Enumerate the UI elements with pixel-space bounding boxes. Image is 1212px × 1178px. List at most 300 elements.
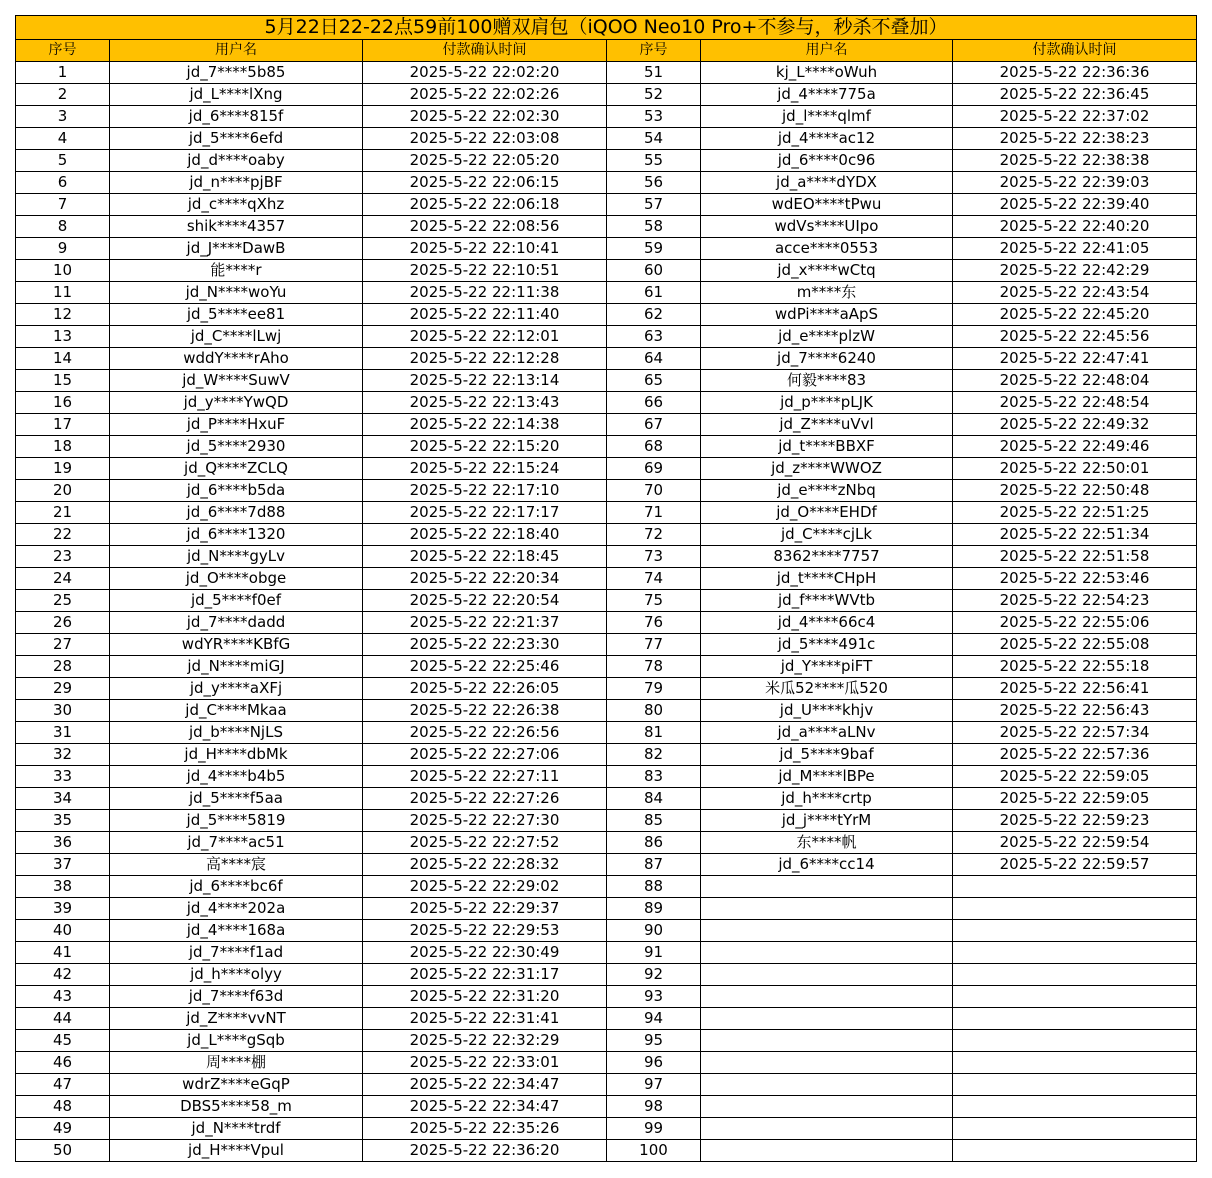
time-cell-left: 2025-5-22 22:14:38 bbox=[363, 414, 607, 436]
time-cell-right: 2025-5-22 22:55:08 bbox=[953, 634, 1197, 656]
username-cell-right: 8362****7757 bbox=[701, 546, 953, 568]
seq-cell-left: 15 bbox=[16, 370, 110, 392]
time-cell-right bbox=[953, 1074, 1197, 1096]
table-row bbox=[16, 480, 1197, 502]
seq-cell-left: 38 bbox=[16, 876, 110, 898]
seq-cell-right: 76 bbox=[607, 612, 701, 634]
username-cell-left: jd_6****bc6f bbox=[110, 876, 363, 898]
username-cell-left: jd_P****HxuF bbox=[110, 414, 363, 436]
table-row bbox=[16, 326, 1197, 348]
seq-cell-right: 60 bbox=[607, 260, 701, 282]
username-cell-right bbox=[701, 942, 953, 964]
seq-cell-left: 31 bbox=[16, 722, 110, 744]
table-row bbox=[16, 546, 1197, 568]
seq-cell-right: 81 bbox=[607, 722, 701, 744]
time-cell-left: 2025-5-22 22:08:56 bbox=[363, 216, 607, 238]
table-row bbox=[16, 436, 1197, 458]
table-row bbox=[16, 150, 1197, 172]
seq-cell-left: 44 bbox=[16, 1008, 110, 1030]
table-row bbox=[16, 1096, 1197, 1118]
seq-cell-left: 32 bbox=[16, 744, 110, 766]
time-cell-left: 2025-5-22 22:12:28 bbox=[363, 348, 607, 370]
username-cell-left: jd_h****olyy bbox=[110, 964, 363, 986]
seq-cell-left: 5 bbox=[16, 150, 110, 172]
username-cell-left: jd_H****Vpul bbox=[110, 1140, 363, 1162]
username-cell-left: 能****r bbox=[110, 260, 363, 282]
seq-cell-right: 84 bbox=[607, 788, 701, 810]
table-row bbox=[16, 260, 1197, 282]
seq-cell-left: 9 bbox=[16, 238, 110, 260]
username-cell-left: jd_5****6efd bbox=[110, 128, 363, 150]
seq-cell-left: 50 bbox=[16, 1140, 110, 1162]
username-cell-left: jd_N****trdf bbox=[110, 1118, 363, 1140]
seq-cell-left: 26 bbox=[16, 612, 110, 634]
seq-cell-right: 61 bbox=[607, 282, 701, 304]
username-cell-right bbox=[701, 1140, 953, 1162]
time-cell-left: 2025-5-22 22:35:26 bbox=[363, 1118, 607, 1140]
table-row bbox=[16, 370, 1197, 392]
time-cell-right: 2025-5-22 22:39:40 bbox=[953, 194, 1197, 216]
time-cell-left: 2025-5-22 22:27:06 bbox=[363, 744, 607, 766]
username-cell-left: jd_b****NjLS bbox=[110, 722, 363, 744]
seq-cell-right: 100 bbox=[607, 1140, 701, 1162]
username-cell-left: jd_N****gyLv bbox=[110, 546, 363, 568]
time-cell-left: 2025-5-22 22:10:41 bbox=[363, 238, 607, 260]
username-cell-left: jd_y****YwQD bbox=[110, 392, 363, 414]
username-cell-right: kj_L****oWuh bbox=[701, 62, 953, 84]
username-cell-left: 周****棚 bbox=[110, 1052, 363, 1074]
title-row bbox=[16, 16, 1197, 40]
seq-cell-right: 85 bbox=[607, 810, 701, 832]
seq-cell-left: 14 bbox=[16, 348, 110, 370]
username-cell-right: jd_U****khjv bbox=[701, 700, 953, 722]
username-cell-left: jd_y****aXFj bbox=[110, 678, 363, 700]
seq-cell-left: 42 bbox=[16, 964, 110, 986]
table-row bbox=[16, 876, 1197, 898]
table-row bbox=[16, 238, 1197, 260]
username-cell-right: jd_Y****piFT bbox=[701, 656, 953, 678]
seq-cell-right: 54 bbox=[607, 128, 701, 150]
username-cell-left: wddY****rAho bbox=[110, 348, 363, 370]
table-row bbox=[16, 62, 1197, 84]
table-row bbox=[16, 84, 1197, 106]
seq-cell-left: 45 bbox=[16, 1030, 110, 1052]
time-cell-right: 2025-5-22 22:45:20 bbox=[953, 304, 1197, 326]
table-row bbox=[16, 788, 1197, 810]
seq-cell-left: 33 bbox=[16, 766, 110, 788]
time-cell-right bbox=[953, 898, 1197, 920]
username-cell-left: jd_6****7d88 bbox=[110, 502, 363, 524]
time-cell-left: 2025-5-22 22:23:30 bbox=[363, 634, 607, 656]
username-cell-left: jd_H****dbMk bbox=[110, 744, 363, 766]
table-row bbox=[16, 898, 1197, 920]
username-cell-right: m****东 bbox=[701, 282, 953, 304]
seq-cell-left: 47 bbox=[16, 1074, 110, 1096]
seq-cell-right: 77 bbox=[607, 634, 701, 656]
time-cell-right: 2025-5-22 22:45:56 bbox=[953, 326, 1197, 348]
table-row bbox=[16, 634, 1197, 656]
time-cell-right: 2025-5-22 22:54:23 bbox=[953, 590, 1197, 612]
time-cell-right: 2025-5-22 22:50:01 bbox=[953, 458, 1197, 480]
username-cell-right: jd_a****aLNv bbox=[701, 722, 953, 744]
seq-cell-left: 28 bbox=[16, 656, 110, 678]
time-cell-right bbox=[953, 1096, 1197, 1118]
username-cell-right: jd_e****plzW bbox=[701, 326, 953, 348]
header-seq-left: 序号 bbox=[16, 40, 110, 62]
time-cell-right: 2025-5-22 22:59:57 bbox=[953, 854, 1197, 876]
time-cell-left: 2025-5-22 22:30:49 bbox=[363, 942, 607, 964]
time-cell-left: 2025-5-22 22:03:08 bbox=[363, 128, 607, 150]
username-cell-left: jd_O****obge bbox=[110, 568, 363, 590]
seq-cell-left: 16 bbox=[16, 392, 110, 414]
seq-cell-left: 35 bbox=[16, 810, 110, 832]
time-cell-left: 2025-5-22 22:31:17 bbox=[363, 964, 607, 986]
time-cell-right: 2025-5-22 22:59:54 bbox=[953, 832, 1197, 854]
seq-cell-left: 41 bbox=[16, 942, 110, 964]
username-cell-right: jd_f****WVtb bbox=[701, 590, 953, 612]
table-row bbox=[16, 1140, 1197, 1162]
time-cell-right: 2025-5-22 22:59:23 bbox=[953, 810, 1197, 832]
username-cell-right: jd_O****EHDf bbox=[701, 502, 953, 524]
time-cell-right: 2025-5-22 22:37:02 bbox=[953, 106, 1197, 128]
username-cell-right bbox=[701, 1030, 953, 1052]
username-cell-right: 东****帆 bbox=[701, 832, 953, 854]
time-cell-right bbox=[953, 942, 1197, 964]
seq-cell-right: 86 bbox=[607, 832, 701, 854]
time-cell-left: 2025-5-22 22:27:26 bbox=[363, 788, 607, 810]
username-cell-right: wdEO****tPwu bbox=[701, 194, 953, 216]
time-cell-right: 2025-5-22 22:57:36 bbox=[953, 744, 1197, 766]
seq-cell-right: 73 bbox=[607, 546, 701, 568]
username-cell-right bbox=[701, 964, 953, 986]
seq-cell-left: 43 bbox=[16, 986, 110, 1008]
time-cell-left: 2025-5-22 22:06:15 bbox=[363, 172, 607, 194]
time-cell-right: 2025-5-22 22:55:18 bbox=[953, 656, 1197, 678]
username-cell-left: jd_N****miGJ bbox=[110, 656, 363, 678]
time-cell-left: 2025-5-22 22:29:02 bbox=[363, 876, 607, 898]
username-cell-left: jd_d****oaby bbox=[110, 150, 363, 172]
username-cell-right bbox=[701, 1118, 953, 1140]
time-cell-left: 2025-5-22 22:34:47 bbox=[363, 1074, 607, 1096]
table-row bbox=[16, 568, 1197, 590]
seq-cell-left: 12 bbox=[16, 304, 110, 326]
username-cell-left: shik****4357 bbox=[110, 216, 363, 238]
seq-cell-right: 99 bbox=[607, 1118, 701, 1140]
seq-cell-right: 91 bbox=[607, 942, 701, 964]
time-cell-left: 2025-5-22 22:11:40 bbox=[363, 304, 607, 326]
seq-cell-left: 17 bbox=[16, 414, 110, 436]
seq-cell-right: 67 bbox=[607, 414, 701, 436]
username-cell-right bbox=[701, 1008, 953, 1030]
table-row bbox=[16, 700, 1197, 722]
table-row bbox=[16, 810, 1197, 832]
seq-cell-left: 23 bbox=[16, 546, 110, 568]
time-cell-left: 2025-5-22 22:10:51 bbox=[363, 260, 607, 282]
winners-table bbox=[15, 15, 1197, 1162]
table-row bbox=[16, 524, 1197, 546]
seq-cell-left: 30 bbox=[16, 700, 110, 722]
username-cell-right: jd_4****ac12 bbox=[701, 128, 953, 150]
table-row bbox=[16, 1052, 1197, 1074]
seq-cell-left: 7 bbox=[16, 194, 110, 216]
username-cell-left: jd_C****lLwj bbox=[110, 326, 363, 348]
seq-cell-left: 48 bbox=[16, 1096, 110, 1118]
username-cell-right: jd_p****pLJK bbox=[701, 392, 953, 414]
table-row bbox=[16, 1008, 1197, 1030]
username-cell-left: jd_L****gSqb bbox=[110, 1030, 363, 1052]
table-row bbox=[16, 744, 1197, 766]
time-cell-right bbox=[953, 1008, 1197, 1030]
table-row bbox=[16, 348, 1197, 370]
username-cell-left: wdYR****KBfG bbox=[110, 634, 363, 656]
seq-cell-right: 82 bbox=[607, 744, 701, 766]
username-cell-left: jd_7****ac51 bbox=[110, 832, 363, 854]
time-cell-left: 2025-5-22 22:20:34 bbox=[363, 568, 607, 590]
username-cell-left: jd_L****lXng bbox=[110, 84, 363, 106]
seq-cell-right: 92 bbox=[607, 964, 701, 986]
seq-cell-right: 97 bbox=[607, 1074, 701, 1096]
header-row bbox=[16, 40, 1197, 62]
username-cell-right: jd_t****CHpH bbox=[701, 568, 953, 590]
seq-cell-left: 34 bbox=[16, 788, 110, 810]
time-cell-right bbox=[953, 1052, 1197, 1074]
username-cell-right: jd_6****cc14 bbox=[701, 854, 953, 876]
time-cell-right: 2025-5-22 22:36:45 bbox=[953, 84, 1197, 106]
table-row bbox=[16, 656, 1197, 678]
username-cell-right: jd_C****cjLk bbox=[701, 524, 953, 546]
username-cell-left: jd_7****dadd bbox=[110, 612, 363, 634]
header-seq-right: 序号 bbox=[607, 40, 701, 62]
username-cell-left: jd_7****f1ad bbox=[110, 942, 363, 964]
table-row bbox=[16, 964, 1197, 986]
seq-cell-right: 98 bbox=[607, 1096, 701, 1118]
time-cell-right: 2025-5-22 22:59:05 bbox=[953, 788, 1197, 810]
username-cell-right bbox=[701, 1074, 953, 1096]
username-cell-right: jd_a****dYDX bbox=[701, 172, 953, 194]
seq-cell-left: 20 bbox=[16, 480, 110, 502]
time-cell-left: 2025-5-22 22:36:20 bbox=[363, 1140, 607, 1162]
username-cell-right bbox=[701, 1052, 953, 1074]
time-cell-left: 2025-5-22 22:18:45 bbox=[363, 546, 607, 568]
time-cell-left: 2025-5-22 22:26:38 bbox=[363, 700, 607, 722]
username-cell-left: jd_7****5b85 bbox=[110, 62, 363, 84]
time-cell-left: 2025-5-22 22:02:20 bbox=[363, 62, 607, 84]
time-cell-right bbox=[953, 1118, 1197, 1140]
seq-cell-right: 53 bbox=[607, 106, 701, 128]
seq-cell-left: 8 bbox=[16, 216, 110, 238]
time-cell-left: 2025-5-22 22:31:41 bbox=[363, 1008, 607, 1030]
seq-cell-right: 57 bbox=[607, 194, 701, 216]
username-cell-right: jd_z****WWOZ bbox=[701, 458, 953, 480]
username-cell-left: DBS5****58_m bbox=[110, 1096, 363, 1118]
table-title: 5月22日22-22点59前100赠双肩包（iQOO Neo10 Pro+不参与，秒杀不叠加） bbox=[16, 16, 1197, 40]
seq-cell-right: 93 bbox=[607, 986, 701, 1008]
time-cell-left: 2025-5-22 22:27:11 bbox=[363, 766, 607, 788]
username-cell-right bbox=[701, 898, 953, 920]
table-row bbox=[16, 106, 1197, 128]
table-row bbox=[16, 194, 1197, 216]
username-cell-right: wdPi****aApS bbox=[701, 304, 953, 326]
username-cell-left: jd_C****Mkaa bbox=[110, 700, 363, 722]
time-cell-left: 2025-5-22 22:15:20 bbox=[363, 436, 607, 458]
table-row bbox=[16, 304, 1197, 326]
time-cell-right: 2025-5-22 22:57:34 bbox=[953, 722, 1197, 744]
time-cell-right: 2025-5-22 22:36:36 bbox=[953, 62, 1197, 84]
time-cell-left: 2025-5-22 22:20:54 bbox=[363, 590, 607, 612]
seq-cell-right: 94 bbox=[607, 1008, 701, 1030]
username-cell-right bbox=[701, 986, 953, 1008]
table-row bbox=[16, 832, 1197, 854]
table-row bbox=[16, 942, 1197, 964]
time-cell-left: 2025-5-22 22:28:32 bbox=[363, 854, 607, 876]
table-row bbox=[16, 590, 1197, 612]
time-cell-right bbox=[953, 1030, 1197, 1052]
table-row bbox=[16, 678, 1197, 700]
time-cell-right: 2025-5-22 22:56:41 bbox=[953, 678, 1197, 700]
time-cell-left: 2025-5-22 22:06:18 bbox=[363, 194, 607, 216]
time-cell-left: 2025-5-22 22:18:40 bbox=[363, 524, 607, 546]
time-cell-left: 2025-5-22 22:25:46 bbox=[363, 656, 607, 678]
username-cell-right: jd_7****6240 bbox=[701, 348, 953, 370]
time-cell-left: 2025-5-22 22:27:30 bbox=[363, 810, 607, 832]
username-cell-right: jd_6****0c96 bbox=[701, 150, 953, 172]
username-cell-left: jd_7****f63d bbox=[110, 986, 363, 1008]
username-cell-right: 米瓜52****瓜520 bbox=[701, 678, 953, 700]
time-cell-left: 2025-5-22 22:21:37 bbox=[363, 612, 607, 634]
time-cell-left: 2025-5-22 22:02:26 bbox=[363, 84, 607, 106]
time-cell-right: 2025-5-22 22:51:58 bbox=[953, 546, 1197, 568]
table-row bbox=[16, 920, 1197, 942]
seq-cell-right: 74 bbox=[607, 568, 701, 590]
time-cell-right: 2025-5-22 22:53:46 bbox=[953, 568, 1197, 590]
seq-cell-left: 39 bbox=[16, 898, 110, 920]
time-cell-right: 2025-5-22 22:49:46 bbox=[953, 436, 1197, 458]
table-row bbox=[16, 1030, 1197, 1052]
header-username-left: 用户名 bbox=[110, 40, 363, 62]
username-cell-left: jd_W****SuwV bbox=[110, 370, 363, 392]
username-cell-right: jd_4****775a bbox=[701, 84, 953, 106]
username-cell-right: jd_Z****uVvl bbox=[701, 414, 953, 436]
seq-cell-left: 36 bbox=[16, 832, 110, 854]
seq-cell-right: 59 bbox=[607, 238, 701, 260]
time-cell-left: 2025-5-22 22:33:01 bbox=[363, 1052, 607, 1074]
time-cell-right: 2025-5-22 22:48:04 bbox=[953, 370, 1197, 392]
username-cell-right: jd_t****BBXF bbox=[701, 436, 953, 458]
username-cell-right bbox=[701, 876, 953, 898]
time-cell-left: 2025-5-22 22:31:20 bbox=[363, 986, 607, 1008]
username-cell-left: jd_5****f0ef bbox=[110, 590, 363, 612]
seq-cell-right: 79 bbox=[607, 678, 701, 700]
seq-cell-left: 29 bbox=[16, 678, 110, 700]
time-cell-right: 2025-5-22 22:50:48 bbox=[953, 480, 1197, 502]
seq-cell-left: 10 bbox=[16, 260, 110, 282]
username-cell-right: jd_5****9baf bbox=[701, 744, 953, 766]
time-cell-right: 2025-5-22 22:51:34 bbox=[953, 524, 1197, 546]
username-cell-right: jd_x****wCtq bbox=[701, 260, 953, 282]
username-cell-right: acce****0553 bbox=[701, 238, 953, 260]
time-cell-right: 2025-5-22 22:39:03 bbox=[953, 172, 1197, 194]
username-cell-left: jd_J****DawB bbox=[110, 238, 363, 260]
username-cell-right: jd_5****491c bbox=[701, 634, 953, 656]
username-cell-left: jd_N****woYu bbox=[110, 282, 363, 304]
table-row bbox=[16, 458, 1197, 480]
seq-cell-left: 11 bbox=[16, 282, 110, 304]
username-cell-left: 高****宸 bbox=[110, 854, 363, 876]
time-cell-right: 2025-5-22 22:48:54 bbox=[953, 392, 1197, 414]
seq-cell-right: 70 bbox=[607, 480, 701, 502]
username-cell-right bbox=[701, 920, 953, 942]
username-cell-left: jd_5****ee81 bbox=[110, 304, 363, 326]
time-cell-right bbox=[953, 920, 1197, 942]
table-row bbox=[16, 766, 1197, 788]
seq-cell-left: 25 bbox=[16, 590, 110, 612]
header-time-left: 付款确认时间 bbox=[363, 40, 607, 62]
username-cell-left: jd_4****168a bbox=[110, 920, 363, 942]
seq-cell-left: 49 bbox=[16, 1118, 110, 1140]
time-cell-right bbox=[953, 986, 1197, 1008]
time-cell-left: 2025-5-22 22:32:29 bbox=[363, 1030, 607, 1052]
seq-cell-right: 69 bbox=[607, 458, 701, 480]
seq-cell-left: 24 bbox=[16, 568, 110, 590]
time-cell-right bbox=[953, 964, 1197, 986]
time-cell-right bbox=[953, 876, 1197, 898]
time-cell-right: 2025-5-22 22:42:29 bbox=[953, 260, 1197, 282]
seq-cell-left: 19 bbox=[16, 458, 110, 480]
table-row bbox=[16, 986, 1197, 1008]
time-cell-left: 2025-5-22 22:11:38 bbox=[363, 282, 607, 304]
time-cell-left: 2025-5-22 22:12:01 bbox=[363, 326, 607, 348]
seq-cell-left: 40 bbox=[16, 920, 110, 942]
time-cell-left: 2025-5-22 22:27:52 bbox=[363, 832, 607, 854]
username-cell-right: jd_l****qlmf bbox=[701, 106, 953, 128]
seq-cell-right: 63 bbox=[607, 326, 701, 348]
username-cell-left: jd_Z****vvNT bbox=[110, 1008, 363, 1030]
username-cell-left: jd_4****202a bbox=[110, 898, 363, 920]
time-cell-left: 2025-5-22 22:13:43 bbox=[363, 392, 607, 414]
seq-cell-right: 78 bbox=[607, 656, 701, 678]
seq-cell-left: 13 bbox=[16, 326, 110, 348]
table-row bbox=[16, 502, 1197, 524]
time-cell-right: 2025-5-22 22:47:41 bbox=[953, 348, 1197, 370]
seq-cell-right: 52 bbox=[607, 84, 701, 106]
table-row bbox=[16, 128, 1197, 150]
time-cell-right: 2025-5-22 22:56:43 bbox=[953, 700, 1197, 722]
time-cell-right: 2025-5-22 22:38:23 bbox=[953, 128, 1197, 150]
time-cell-right: 2025-5-22 22:43:54 bbox=[953, 282, 1197, 304]
username-cell-right: wdVs****UIpo bbox=[701, 216, 953, 238]
time-cell-right bbox=[953, 1140, 1197, 1162]
username-cell-left: jd_6****815f bbox=[110, 106, 363, 128]
seq-cell-right: 80 bbox=[607, 700, 701, 722]
table-row bbox=[16, 392, 1197, 414]
table-row bbox=[16, 414, 1197, 436]
username-cell-left: jd_6****1320 bbox=[110, 524, 363, 546]
seq-cell-right: 58 bbox=[607, 216, 701, 238]
time-cell-left: 2025-5-22 22:17:10 bbox=[363, 480, 607, 502]
time-cell-right: 2025-5-22 22:41:05 bbox=[953, 238, 1197, 260]
username-cell-right: jd_M****lBPe bbox=[701, 766, 953, 788]
username-cell-left: jd_5****f5aa bbox=[110, 788, 363, 810]
time-cell-left: 2025-5-22 22:29:53 bbox=[363, 920, 607, 942]
seq-cell-left: 21 bbox=[16, 502, 110, 524]
time-cell-left: 2025-5-22 22:26:56 bbox=[363, 722, 607, 744]
time-cell-left: 2025-5-22 22:13:14 bbox=[363, 370, 607, 392]
seq-cell-right: 71 bbox=[607, 502, 701, 524]
seq-cell-right: 88 bbox=[607, 876, 701, 898]
seq-cell-right: 68 bbox=[607, 436, 701, 458]
time-cell-right: 2025-5-22 22:55:06 bbox=[953, 612, 1197, 634]
seq-cell-right: 87 bbox=[607, 854, 701, 876]
